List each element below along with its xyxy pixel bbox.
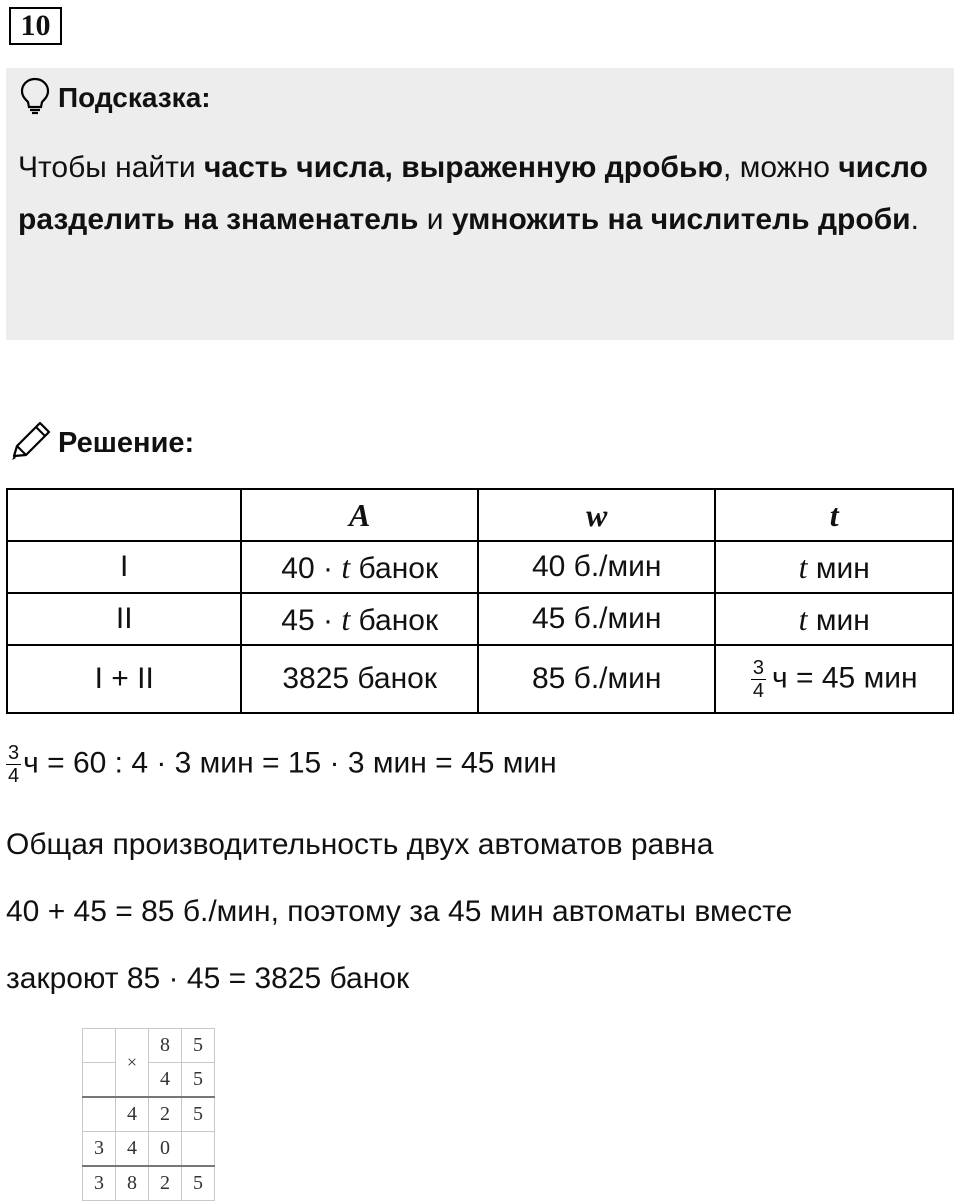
hint-bold-segment: умножить на числитель дроби — [451, 203, 911, 236]
text-line-3: 40 + 45 = 85 б./мин, поэтому за 45 мин автоматы вместе — [6, 895, 793, 928]
grid-cell — [83, 1063, 116, 1098]
grid-cell: 4 — [149, 1063, 182, 1098]
header-cell-w: w — [478, 489, 716, 541]
grid-row — [83, 1063, 215, 1098]
grid-cell — [83, 1029, 116, 1063]
hint-header — [20, 78, 211, 118]
hint-segment: . — [910, 203, 919, 236]
row-label: I — [7, 541, 241, 593]
calc-line-1: $\frac{3}{4}$ ч = 60 : 4 · 3 мин = 15 · 3 мин = 45 мин — [8, 742, 557, 787]
table-row — [7, 593, 953, 645]
hint-text — [18, 142, 928, 246]
text-line-2: Общая производительность двух автоматов равна — [6, 828, 714, 861]
header-cell-t: t — [715, 489, 953, 541]
grid-cell: 2 — [149, 1097, 182, 1132]
text-line-4: закроют 85 · 45 = 3825 банок — [6, 962, 410, 995]
hint-title: Подсказка: — [58, 82, 211, 113]
fraction: $\frac{3}{4}$ — [8, 742, 20, 787]
grid-cell: × — [116, 1029, 149, 1098]
grid-row — [83, 1132, 215, 1167]
cell-w: 85 б./мин — [478, 645, 716, 713]
table-row — [7, 541, 953, 593]
hint-box — [6, 68, 954, 340]
hint-segment: Чтобы найти — [18, 151, 205, 184]
solution-table — [6, 488, 954, 714]
grid-cell: 5 — [182, 1063, 215, 1098]
multiplication-grid — [82, 1028, 215, 1201]
table-header-row — [7, 489, 953, 541]
cell-w: 45 б./мин — [478, 593, 716, 645]
cell-t: t мин — [715, 541, 953, 593]
grid-cell — [83, 1097, 116, 1132]
grid-cell — [182, 1132, 215, 1167]
pencil-icon — [8, 420, 52, 467]
cell-a: 3825 банок — [241, 645, 478, 713]
hint-segment: и — [418, 203, 452, 236]
cell-w: 40 б./мин — [478, 541, 716, 593]
table-row — [7, 645, 953, 713]
hint-bold-segment: число разделить на знаменатель — [18, 151, 928, 236]
grid-cell: 5 — [182, 1029, 215, 1063]
grid-row — [83, 1097, 215, 1132]
grid-cell: 5 — [182, 1166, 215, 1201]
grid-row — [83, 1029, 215, 1063]
cell-a: 40 · t банок — [241, 541, 478, 593]
grid-cell: 5 — [182, 1097, 215, 1132]
row-label: I + II — [7, 645, 241, 713]
grid-cell: 3 — [83, 1132, 116, 1167]
solution-title: Решение: — [58, 426, 195, 459]
hint-bold-segment: часть числа, выраженную дробью — [204, 151, 724, 184]
row-label: II — [7, 593, 241, 645]
lightbulb-icon — [20, 77, 50, 120]
grid-cell: 2 — [149, 1166, 182, 1201]
grid-cell: 4 — [116, 1097, 149, 1132]
grid-cell: 4 — [116, 1132, 149, 1167]
solution-header — [8, 420, 194, 466]
grid-cell: 8 — [149, 1029, 182, 1063]
grid-cell: 3 — [83, 1166, 116, 1201]
hint-segment: , можно — [723, 151, 839, 184]
task-number: 10 — [9, 7, 62, 45]
fraction: $\frac{3}{4}$ — [752, 656, 765, 702]
grid-row — [83, 1166, 215, 1201]
grid-cell: 8 — [116, 1166, 149, 1201]
header-cell-a: A — [241, 489, 478, 541]
cell-a: 45 · t банок — [241, 593, 478, 645]
cell-t: $\frac{3}{4}$ ч = 45 мин — [715, 645, 953, 713]
grid-cell: 0 — [149, 1132, 182, 1167]
cell-t: t мин — [715, 593, 953, 645]
header-cell-empty — [7, 489, 241, 541]
